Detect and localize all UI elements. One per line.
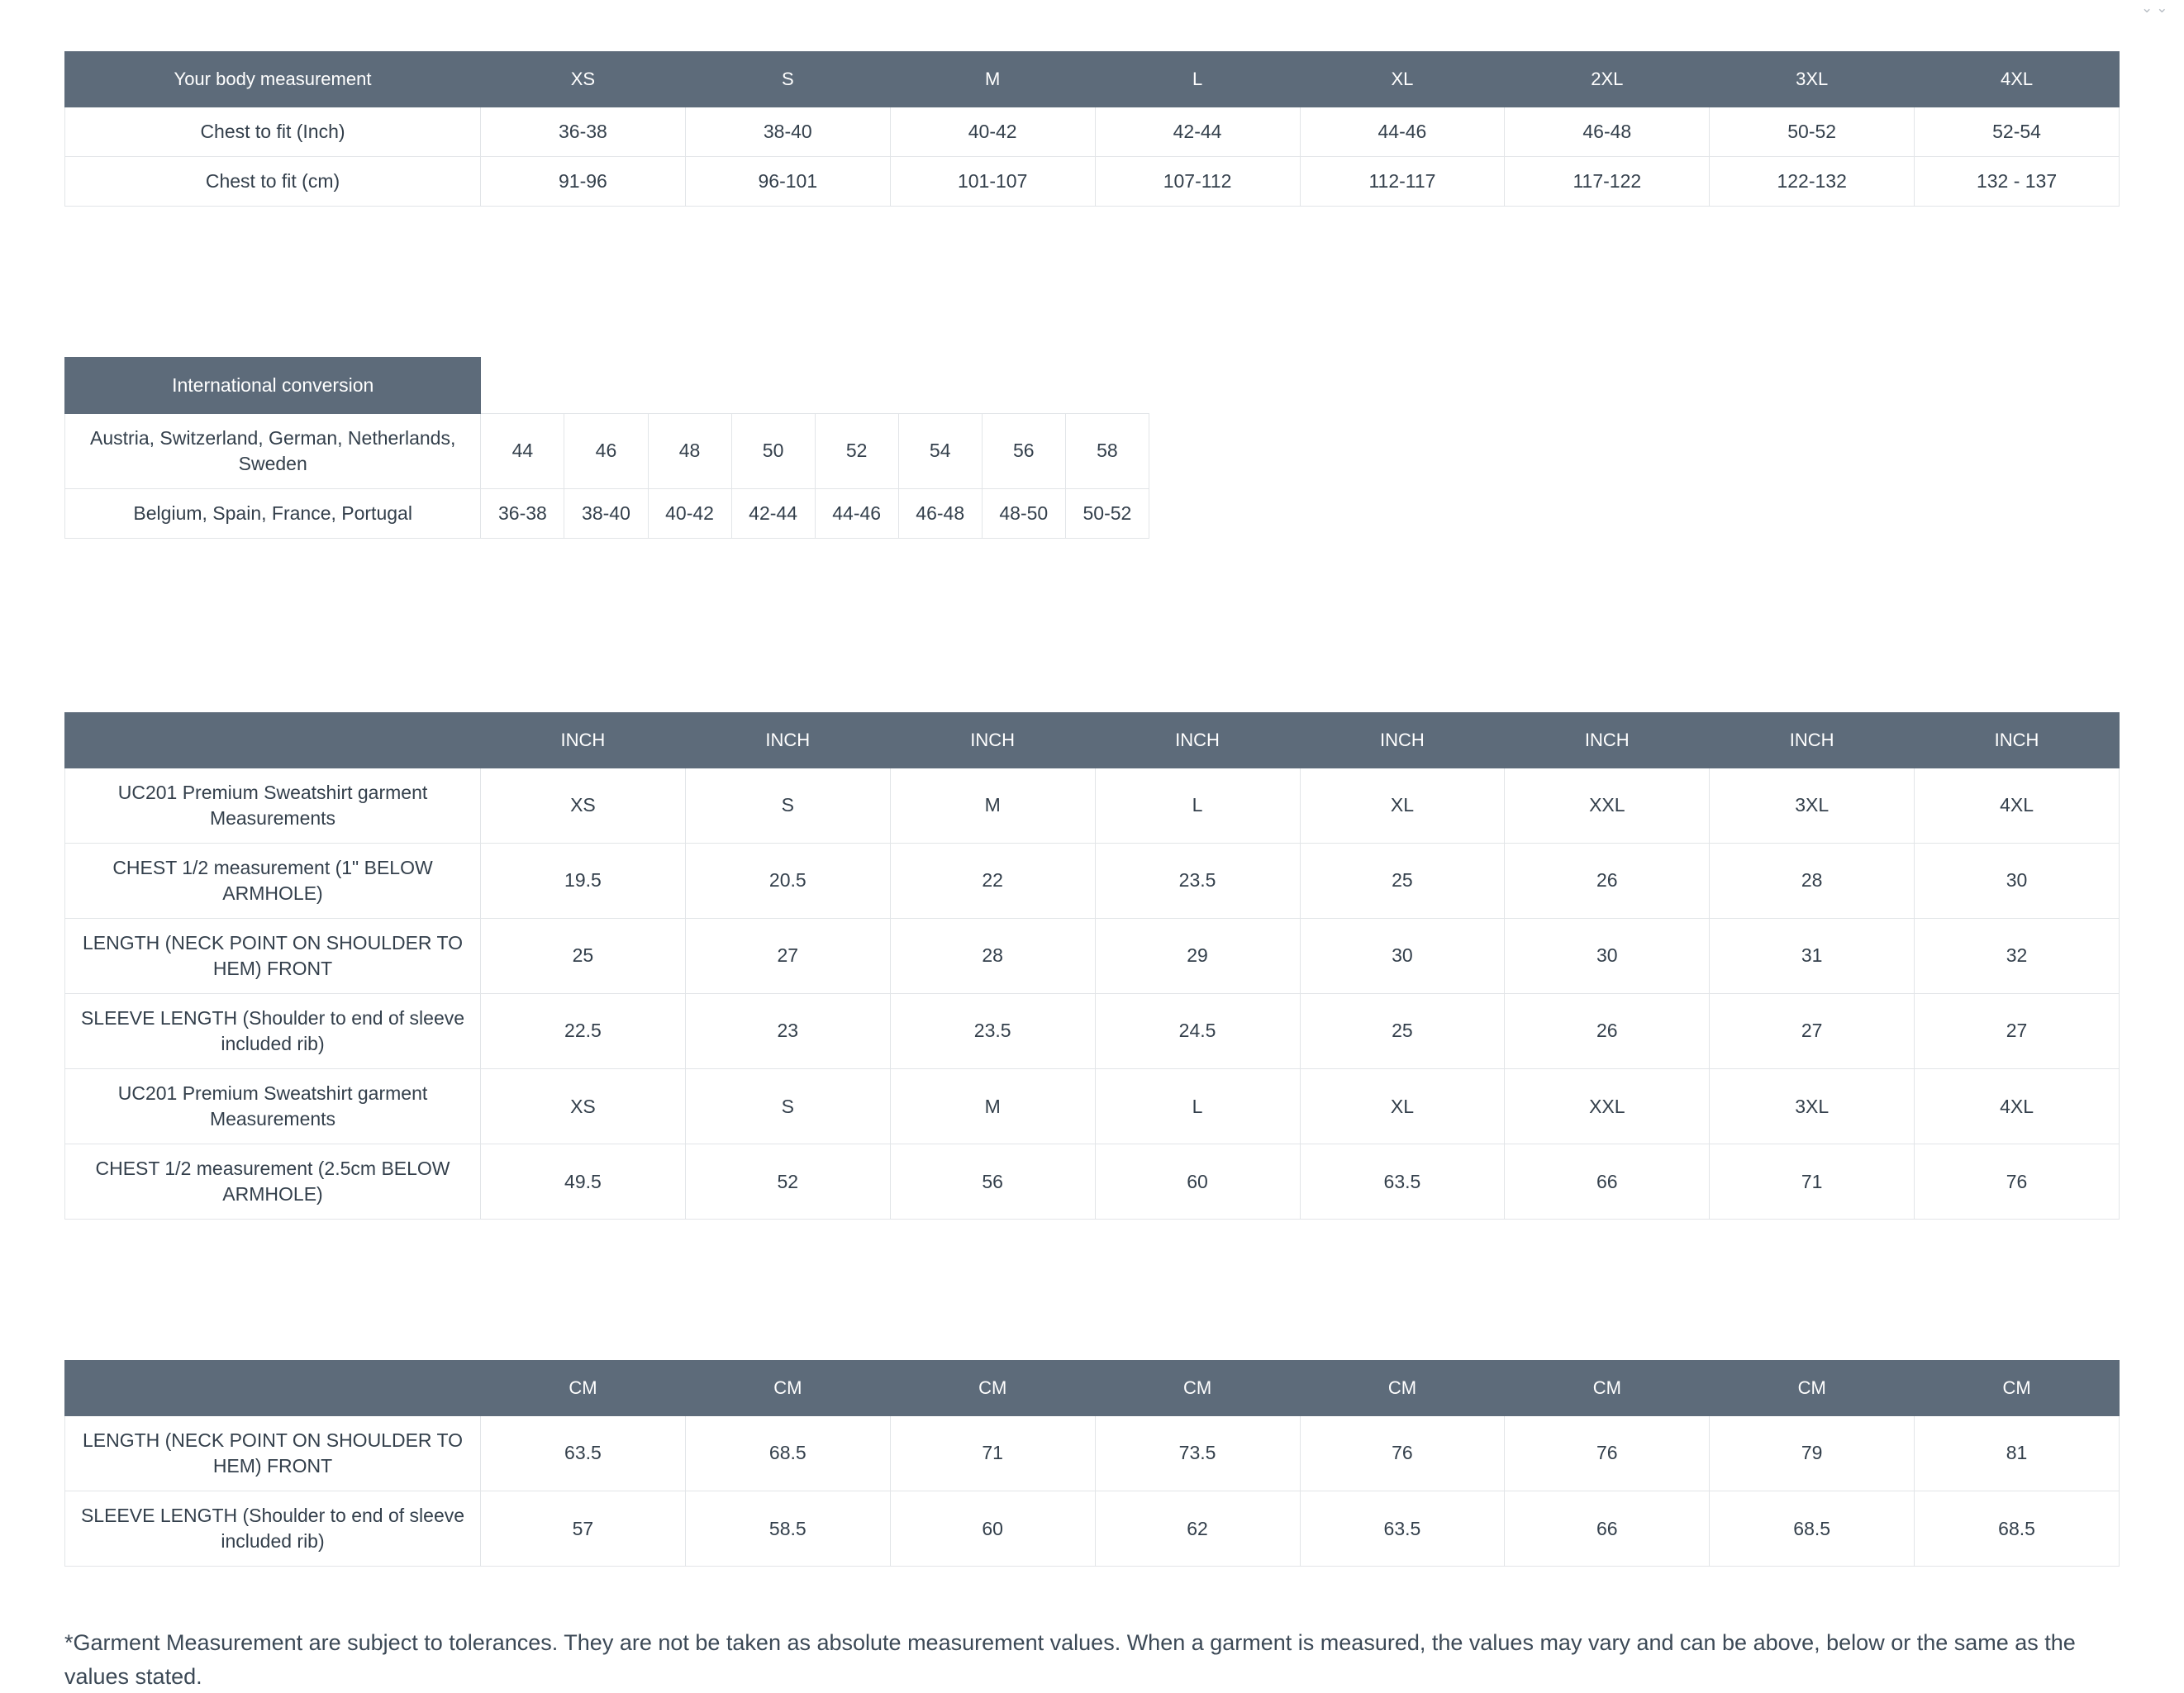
table-cell: 25 bbox=[1300, 843, 1505, 918]
column-header bbox=[65, 1361, 481, 1416]
table-cell: 68.5 bbox=[685, 1415, 890, 1491]
table-cell: 31 bbox=[1710, 918, 1915, 993]
table-cell: 25 bbox=[481, 918, 686, 993]
column-header: INCH bbox=[1915, 712, 2120, 768]
table-cell: 40-42 bbox=[890, 107, 1095, 156]
table-cell: 32 bbox=[1915, 918, 2120, 993]
column-header: CM bbox=[1095, 1361, 1300, 1416]
table-cell: 56 bbox=[982, 413, 1065, 488]
table-cell: L bbox=[1095, 768, 1300, 843]
column-header: INCH bbox=[685, 712, 890, 768]
table-cell: 27 bbox=[1710, 993, 1915, 1068]
table-cell: 76 bbox=[1915, 1144, 2120, 1220]
table-cell: 50 bbox=[731, 413, 815, 488]
table-cell: 58.5 bbox=[685, 1491, 890, 1567]
table-row bbox=[65, 107, 2120, 156]
table-cell: 20.5 bbox=[685, 843, 890, 918]
table-cell: 91-96 bbox=[481, 156, 686, 206]
row-label: SLEEVE LENGTH (Shoulder to end of sleeve included rib) bbox=[65, 993, 481, 1068]
column-header: XL bbox=[1300, 52, 1505, 107]
table-row bbox=[65, 156, 2120, 206]
table-cell: XS bbox=[481, 768, 686, 843]
table-cell: 36-38 bbox=[481, 488, 564, 538]
intl-conversion-title: International conversion bbox=[65, 357, 481, 413]
table-cell: 27 bbox=[1915, 993, 2120, 1068]
table-cell: 22 bbox=[890, 843, 1095, 918]
table-cell: 63.5 bbox=[481, 1415, 686, 1491]
table-cell: 58 bbox=[1065, 413, 1149, 488]
table-cell: 50-52 bbox=[1710, 107, 1915, 156]
table-cell: 48 bbox=[648, 413, 731, 488]
table-row bbox=[65, 1069, 2120, 1144]
table-cell: 42-44 bbox=[1095, 107, 1300, 156]
table-cell: 23.5 bbox=[890, 993, 1095, 1068]
table-cell: 52 bbox=[815, 413, 898, 488]
table-header-row bbox=[65, 1361, 2120, 1416]
column-header: CM bbox=[1505, 1361, 1710, 1416]
table-cell: 27 bbox=[685, 918, 890, 993]
table-header-row bbox=[65, 357, 1149, 413]
table-cell: 23.5 bbox=[1095, 843, 1300, 918]
table-cell: 60 bbox=[890, 1491, 1095, 1567]
column-header: INCH bbox=[1095, 712, 1300, 768]
table-cell: 30 bbox=[1505, 918, 1710, 993]
table-cell: 60 bbox=[1095, 1144, 1300, 1220]
table-cell: 68.5 bbox=[1915, 1491, 2120, 1567]
table-cell: 56 bbox=[890, 1144, 1095, 1220]
table-cell: XL bbox=[1300, 1069, 1505, 1144]
column-header: CM bbox=[890, 1361, 1095, 1416]
table-cell: 25 bbox=[1300, 993, 1505, 1068]
international-conversion-table bbox=[64, 357, 1149, 539]
column-header bbox=[65, 712, 481, 768]
table-cell: XL bbox=[1300, 768, 1505, 843]
table-cell: 4XL bbox=[1915, 1069, 2120, 1144]
row-label: Chest to fit (Inch) bbox=[65, 107, 481, 156]
row-label: LENGTH (NECK POINT ON SHOULDER TO HEM) FRONT bbox=[65, 918, 481, 993]
table-cell: 52-54 bbox=[1915, 107, 2120, 156]
table-cell: 76 bbox=[1505, 1415, 1710, 1491]
column-header: INCH bbox=[1505, 712, 1710, 768]
column-header: L bbox=[1095, 52, 1300, 107]
garment-cm-table bbox=[64, 1360, 2120, 1567]
table-cell: 46-48 bbox=[1505, 107, 1710, 156]
table-cell: M bbox=[890, 1069, 1095, 1144]
table-cell: 81 bbox=[1915, 1415, 2120, 1491]
column-header: CM bbox=[481, 1361, 686, 1416]
body-measurement-table bbox=[64, 51, 2120, 207]
column-header: S bbox=[685, 52, 890, 107]
table-cell: 96-101 bbox=[685, 156, 890, 206]
table-cell: S bbox=[685, 1069, 890, 1144]
row-label: SLEEVE LENGTH (Shoulder to end of sleeve included rib) bbox=[65, 1491, 481, 1567]
table-cell: 71 bbox=[1710, 1144, 1915, 1220]
column-header: M bbox=[890, 52, 1095, 107]
column-header: 4XL bbox=[1915, 52, 2120, 107]
table-cell: 101-107 bbox=[890, 156, 1095, 206]
table-cell: 19.5 bbox=[481, 843, 686, 918]
table-cell: 3XL bbox=[1710, 768, 1915, 843]
table-cell: 44-46 bbox=[1300, 107, 1505, 156]
table-cell: 71 bbox=[890, 1415, 1095, 1491]
table-cell: 38-40 bbox=[685, 107, 890, 156]
table-cell: M bbox=[890, 768, 1095, 843]
table-cell: S bbox=[685, 768, 890, 843]
column-header: XS bbox=[481, 52, 686, 107]
table-cell: XXL bbox=[1505, 768, 1710, 843]
column-header: 3XL bbox=[1710, 52, 1915, 107]
table-row bbox=[65, 918, 2120, 993]
table-cell: 28 bbox=[1710, 843, 1915, 918]
table-cell: 40-42 bbox=[648, 488, 731, 538]
table-cell: 112-117 bbox=[1300, 156, 1505, 206]
table-cell: 42-44 bbox=[731, 488, 815, 538]
table-cell: 66 bbox=[1505, 1491, 1710, 1567]
table-header-row bbox=[65, 712, 2120, 768]
row-label: UC201 Premium Sweatshirt garment Measurements bbox=[65, 1069, 481, 1144]
table-cell: 68.5 bbox=[1710, 1491, 1915, 1567]
table-row bbox=[65, 1415, 2120, 1491]
column-header: CM bbox=[1915, 1361, 2120, 1416]
column-header: INCH bbox=[1300, 712, 1505, 768]
row-label: Belgium, Spain, France, Portugal bbox=[65, 488, 481, 538]
table-cell: 46-48 bbox=[898, 488, 982, 538]
table-cell: XXL bbox=[1505, 1069, 1710, 1144]
table-cell: 46 bbox=[564, 413, 648, 488]
column-header: CM bbox=[685, 1361, 890, 1416]
table-cell: 23 bbox=[685, 993, 890, 1068]
garment-inch-table bbox=[64, 712, 2120, 1220]
table-cell: 132 - 137 bbox=[1915, 156, 2120, 206]
table-cell: 44-46 bbox=[815, 488, 898, 538]
table-cell: 24.5 bbox=[1095, 993, 1300, 1068]
column-header: CM bbox=[1300, 1361, 1505, 1416]
column-header: INCH bbox=[890, 712, 1095, 768]
table-cell: 50-52 bbox=[1065, 488, 1149, 538]
table-cell: 66 bbox=[1505, 1144, 1710, 1220]
table-row bbox=[65, 1491, 2120, 1567]
table-cell: 79 bbox=[1710, 1415, 1915, 1491]
table-cell: 49.5 bbox=[481, 1144, 686, 1220]
table-cell: 73.5 bbox=[1095, 1415, 1300, 1491]
table-cell: 57 bbox=[481, 1491, 686, 1567]
table-cell: XS bbox=[481, 1069, 686, 1144]
table-row bbox=[65, 1144, 2120, 1220]
table-cell: L bbox=[1095, 1069, 1300, 1144]
row-label: LENGTH (NECK POINT ON SHOULDER TO HEM) FRONT bbox=[65, 1415, 481, 1491]
row-label: CHEST 1/2 measurement (1" BELOW ARMHOLE) bbox=[65, 843, 481, 918]
table-row bbox=[65, 993, 2120, 1068]
column-header: INCH bbox=[1710, 712, 1915, 768]
table-cell: 44 bbox=[481, 413, 564, 488]
column-header: Your body measurement bbox=[65, 52, 481, 107]
table-cell: 4XL bbox=[1915, 768, 2120, 843]
table-cell: 26 bbox=[1505, 993, 1710, 1068]
table-cell: 63.5 bbox=[1300, 1144, 1505, 1220]
tolerance-footnote: *Garment Measurement are subject to tolerances. They are not be taken as absolute measurement values. When a garment is measured, the values may vary and can be above, below or the same as the values stated. bbox=[64, 1630, 2076, 1689]
table-cell: 107-112 bbox=[1095, 156, 1300, 206]
table-cell: 38-40 bbox=[564, 488, 648, 538]
table-cell: 29 bbox=[1095, 918, 1300, 993]
table-cell: 22.5 bbox=[481, 993, 686, 1068]
column-header: INCH bbox=[481, 712, 686, 768]
table-cell: 76 bbox=[1300, 1415, 1505, 1491]
table-row bbox=[65, 843, 2120, 918]
table-row bbox=[65, 413, 1149, 488]
scroll-indicator: ⌄⌄ bbox=[2141, 0, 2172, 16]
table-cell: 36-38 bbox=[481, 107, 686, 156]
column-header: CM bbox=[1710, 1361, 1915, 1416]
table-cell: 52 bbox=[685, 1144, 890, 1220]
table-cell: 122-132 bbox=[1710, 156, 1915, 206]
row-label: CHEST 1/2 measurement (2.5cm BELOW ARMHOLE) bbox=[65, 1144, 481, 1220]
table-cell: 28 bbox=[890, 918, 1095, 993]
table-cell: 63.5 bbox=[1300, 1491, 1505, 1567]
table-header-row bbox=[65, 52, 2120, 107]
column-header: 2XL bbox=[1505, 52, 1710, 107]
row-label: Austria, Switzerland, German, Netherlands, Sweden bbox=[65, 413, 481, 488]
table-cell: 30 bbox=[1915, 843, 2120, 918]
table-cell: 48-50 bbox=[982, 488, 1065, 538]
table-cell: 30 bbox=[1300, 918, 1505, 993]
table-cell: 3XL bbox=[1710, 1069, 1915, 1144]
table-row bbox=[65, 488, 1149, 538]
table-cell: 117-122 bbox=[1505, 156, 1710, 206]
row-label: Chest to fit (cm) bbox=[65, 156, 481, 206]
row-label: UC201 Premium Sweatshirt garment Measurements bbox=[65, 768, 481, 843]
table-cell: 54 bbox=[898, 413, 982, 488]
table-cell: 62 bbox=[1095, 1491, 1300, 1567]
table-cell: 26 bbox=[1505, 843, 1710, 918]
table-row bbox=[65, 768, 2120, 843]
